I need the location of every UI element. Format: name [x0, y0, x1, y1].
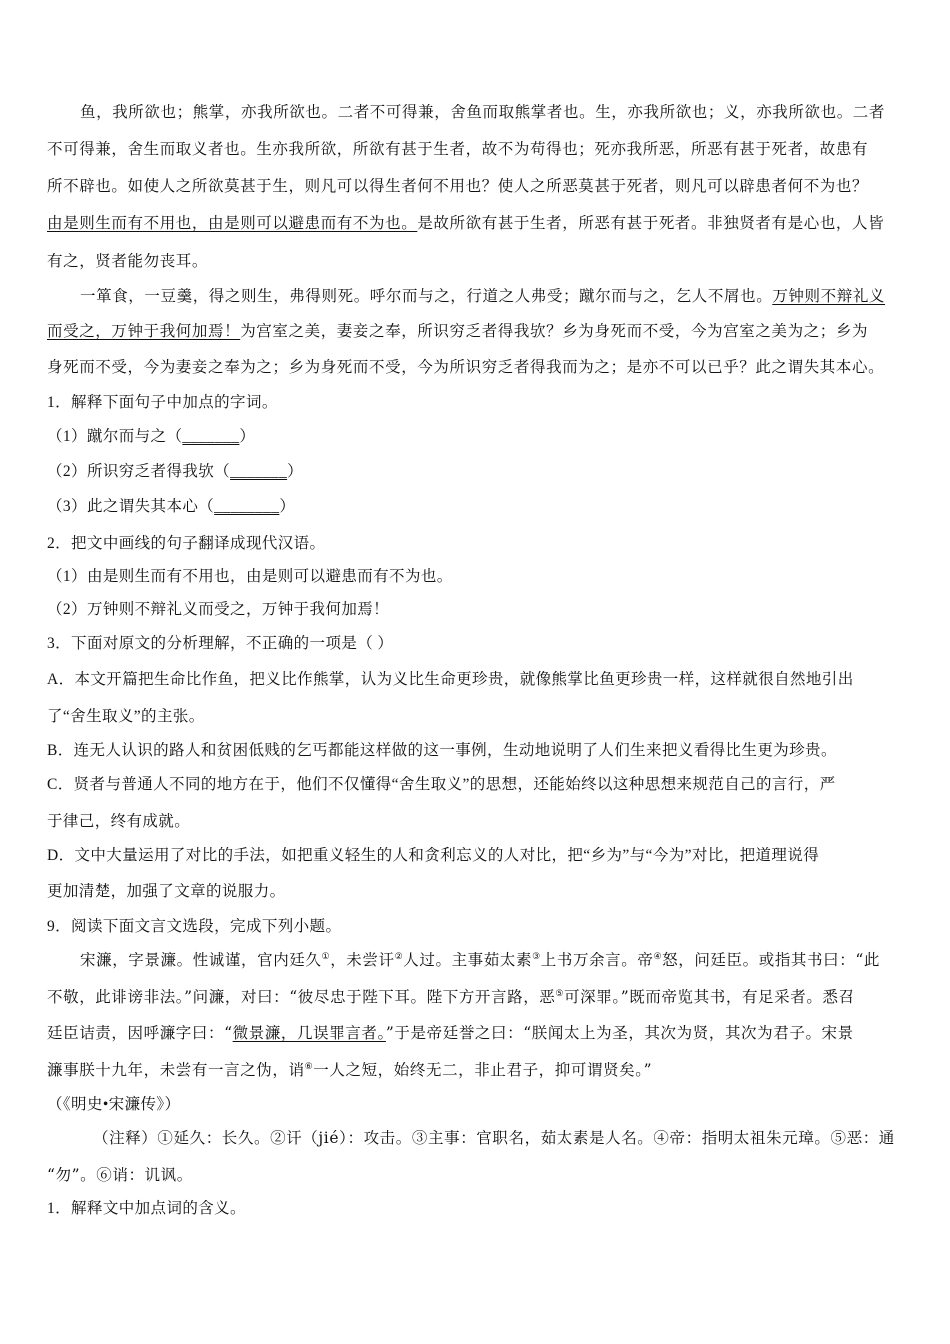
item-text: （3）此之谓失其本心（ [47, 498, 215, 515]
passage-text: 怒，问廷臣。或指其书曰：“此 [662, 951, 880, 969]
footnote-marker: ⑥ [304, 1061, 314, 1072]
option-b: B．连无人认识的路人和贫困低贱的乞丐都能这样做的这一事例，生动地说明了人们生来把义看得比生更为珍贵。 [47, 742, 837, 759]
question-item [47, 462, 907, 482]
question-stem: 1．解释下面句子中加点的字词。 [47, 394, 278, 411]
question-item [47, 427, 907, 447]
question-stem: 2．把文中画线的句子翻译成现代汉语。 [47, 535, 326, 552]
footnote-marker: ① [321, 951, 331, 962]
passage-text: 可深罪。”既而帝览其书，有足采者。悉召 [564, 988, 855, 1006]
underlined-sentence: 而受之，万钟于我何加焉！ [47, 322, 241, 340]
passage2-line [47, 987, 907, 1007]
passage1-line: 身死而不受，今为妻妾之奉为之；乡为身死而不受，今为所识穷乏者得我而为之；是亦不可以已乎？此之谓失其本心。 [47, 358, 885, 376]
notes-line: “勿”。⑥诮：讥讽。 [47, 1166, 193, 1184]
passage-text: 濂事朕十九年，未尝有一言之伪，诮 [47, 1061, 305, 1079]
passage1-line [47, 321, 907, 341]
passage-text: 宋濂，字景濂。性诚谨，官内廷久 [80, 951, 322, 969]
passage-text: 人过。主事茹太素 [403, 951, 533, 969]
option-a-cont: 了“舍生取义”的主张。 [47, 708, 205, 725]
item-close: ） [287, 463, 304, 480]
section-heading: 9．阅读下面文言文选段，完成下列小题。 [47, 918, 342, 935]
underlined-sentence: 万钟则不辩礼义 [772, 287, 886, 305]
passage-text: 为宫室之美，妻妾之奉，所识穷乏者得我欤？乡为身死而不受，今为宫室之美为之；乡为 [240, 322, 869, 340]
passage-text: 是故所欲有甚于生者，所恶有甚于死者。非独贤者有是心也，人皆 [417, 214, 885, 232]
footnote-marker: ⑤ [555, 988, 565, 999]
passage1-line [47, 213, 907, 233]
option-c-cont: 于律己，终有成就。 [47, 813, 191, 830]
item-close: ） [279, 498, 296, 515]
passage-text: 廷臣诘责，因呼濂字曰：“ [47, 1024, 233, 1042]
option-c: C．贤者与普通人不同的地方在于，他们不仅懂得“舍生取义”的思想，还能始终以这种思想来规范自己的言行，严 [47, 776, 836, 793]
passage1-line [80, 286, 907, 306]
passage1-line: 鱼，我所欲也；熊掌，亦我所欲也。二者不可得兼，舍鱼而取熊掌者也。生，亦我所欲也；义，亦我所欲也。二者 [80, 103, 886, 121]
answer-blank[interactable]: _______ [182, 428, 240, 445]
question-item: （2）万钟则不辩礼义而受之，万钟于我何加焉！ [47, 601, 390, 618]
passage1-line: 有之，贤者能勿丧耳。 [47, 252, 209, 270]
item-text: （1）蹴尔而与之（ [47, 428, 183, 445]
item-close: ） [239, 428, 256, 445]
passage-text: ，未尝讦 [330, 951, 395, 969]
passage2-line [47, 1023, 907, 1043]
passage1-line: 不可得兼，舍生而取义者也。生亦我所欲，所欲有甚于生者，故不为苟得也；死亦我所恶，所恶有甚于死者，故患有 [47, 140, 869, 158]
footnote-marker: ④ [653, 951, 663, 962]
passage-text: 一箪食，一豆羹，得之则生，弗得则死。呼尔而与之，行道之人弗受；蹴尔而与之，乞人不屑也。 [80, 287, 773, 305]
passage2-line [80, 950, 907, 970]
footnote-marker: ② [394, 951, 404, 962]
notes-line: （注释）①延久：长久。②讦（jié）：攻击。③主事：官职名，茹太素是人名。④帝：指明太祖朱元璋。⑤恶：通 [93, 1129, 895, 1147]
footnote-marker: ③ [532, 951, 541, 962]
option-d-cont: 更加清楚，加强了文章的说服力。 [47, 883, 286, 900]
underlined-sentence: 微景濂，几误罪言者。 [232, 1024, 386, 1042]
option-d: D．文中大量运用了对比的手法，如把重义轻生的人和贪利忘义的人对比，把“乡为”与“今为”对比，把道理说得 [47, 847, 820, 864]
item-text: （2）所识穷乏者得我欤（ [47, 463, 231, 480]
question-item [47, 497, 907, 517]
question-stem: 1．解释文中加点词的含义。 [47, 1200, 246, 1217]
passage-text: 一人之短，始终无二，非止君子，抑可谓贤矣。” [313, 1061, 653, 1079]
option-a: A．本文开篇把生命比作鱼，把义比作熊掌，认为义比生命更珍贵，就像熊掌比鱼更珍贵一样，这样就很自然地引出 [47, 671, 854, 688]
passage-text: 不敬，此诽谤非法。”问濂，对曰：“彼尽忠于陛下耳。陛下方开言路，恶 [47, 988, 556, 1006]
answer-blank[interactable]: _______ [230, 463, 288, 480]
passage-text: ”于是帝廷誉之曰：“朕闻太上为圣，其次为贤，其次为君子。宋景 [385, 1024, 854, 1042]
passage2-line [47, 1060, 907, 1080]
answer-blank[interactable]: ________ [214, 498, 280, 515]
source-citation: （《明史•宋濂传》） [47, 1096, 181, 1113]
passage1-line: 所不辟也。如使人之所欲莫甚于生，则凡可以得生者何不用也？使人之所恶莫甚于死者，则凡可以辟患者何不为也？ [47, 177, 869, 195]
question-stem: 3．下面对原文的分析理解，不正确的一项是（ ） [47, 635, 394, 652]
question-item: （1）由是则生而有不用也，由是则可以避患而有不为也。 [47, 568, 453, 585]
passage-text: 上书万余言。帝 [540, 951, 654, 969]
underlined-sentence: 由是则生而有不用也，由是则可以避患而有不为也。 [47, 214, 418, 232]
